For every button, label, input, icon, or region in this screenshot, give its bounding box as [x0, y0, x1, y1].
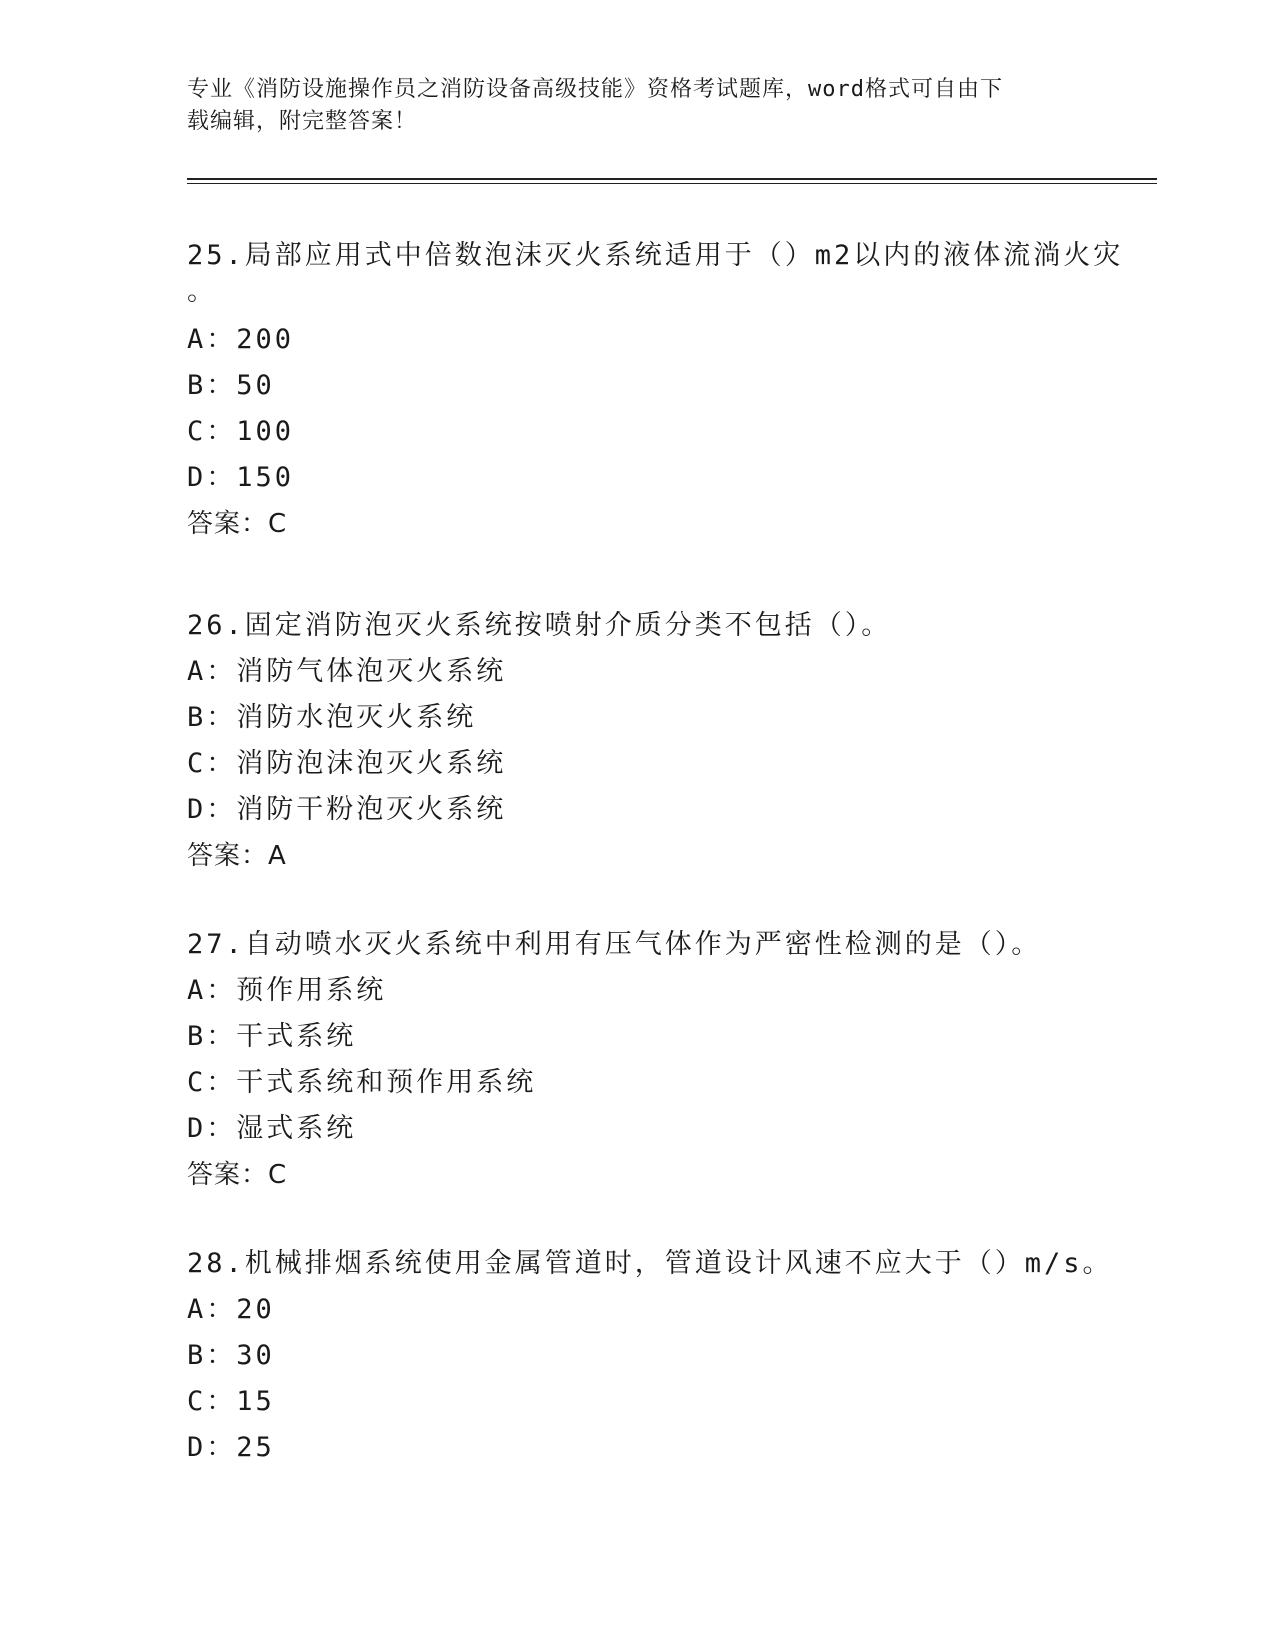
option-b: B：30 [187, 1340, 275, 1371]
option-c: C：15 [187, 1386, 275, 1417]
header-line-2: 载编辑，附完整答案！ [187, 109, 418, 134]
option-b: B：干式系统 [187, 1021, 357, 1052]
option-c: C：消防泡沫泡灭火系统 [187, 748, 507, 779]
header-line-1: 专业《消防设施操作员之消防设备高级技能》资格考试题库，word格式可自由下 [187, 77, 1003, 102]
option-b: B：消防水泡灭火系统 [187, 702, 477, 733]
header-divider-thick [187, 178, 1157, 180]
document-header [187, 74, 1087, 138]
option-d: D：消防干粉泡灭火系统 [187, 794, 507, 825]
option-a: A：预作用系统 [187, 975, 387, 1006]
header-divider-thin [187, 183, 1157, 184]
option-d: D：150 [187, 462, 295, 493]
option-a: A：200 [187, 324, 295, 355]
option-c: C：干式系统和预作用系统 [187, 1067, 537, 1098]
question-stem: 25.局部应用式中倍数泡沫灭火系统适用于（）m2以内的液体流淌火灾 [187, 240, 1124, 271]
question-stem: 27.自动喷水灭火系统中利用有压气体作为严密性检测的是（）。 [187, 929, 1042, 960]
answer: 答案：C [187, 509, 288, 539]
question-25 [187, 233, 1167, 547]
answer: 答案：C [187, 1160, 288, 1190]
question-stem: 28.机械排烟系统使用金属管道时，管道设计风速不应大于（）m/s。 [187, 1248, 1113, 1279]
question-27 [187, 922, 1167, 1198]
answer: 答案：A [187, 841, 287, 871]
question-28 [187, 1241, 1167, 1471]
question-26 [187, 603, 1167, 879]
option-d: D：湿式系统 [187, 1113, 357, 1144]
option-a: A：消防气体泡灭火系统 [187, 656, 507, 687]
question-stem: 26.固定消防泡灭火系统按喷射介质分类不包括（）。 [187, 610, 892, 641]
question-stem-continuation: 。 [187, 276, 217, 307]
option-c: C：100 [187, 416, 295, 447]
option-a: A：20 [187, 1294, 275, 1325]
option-b: B：50 [187, 370, 275, 401]
option-d: D：25 [187, 1432, 275, 1463]
